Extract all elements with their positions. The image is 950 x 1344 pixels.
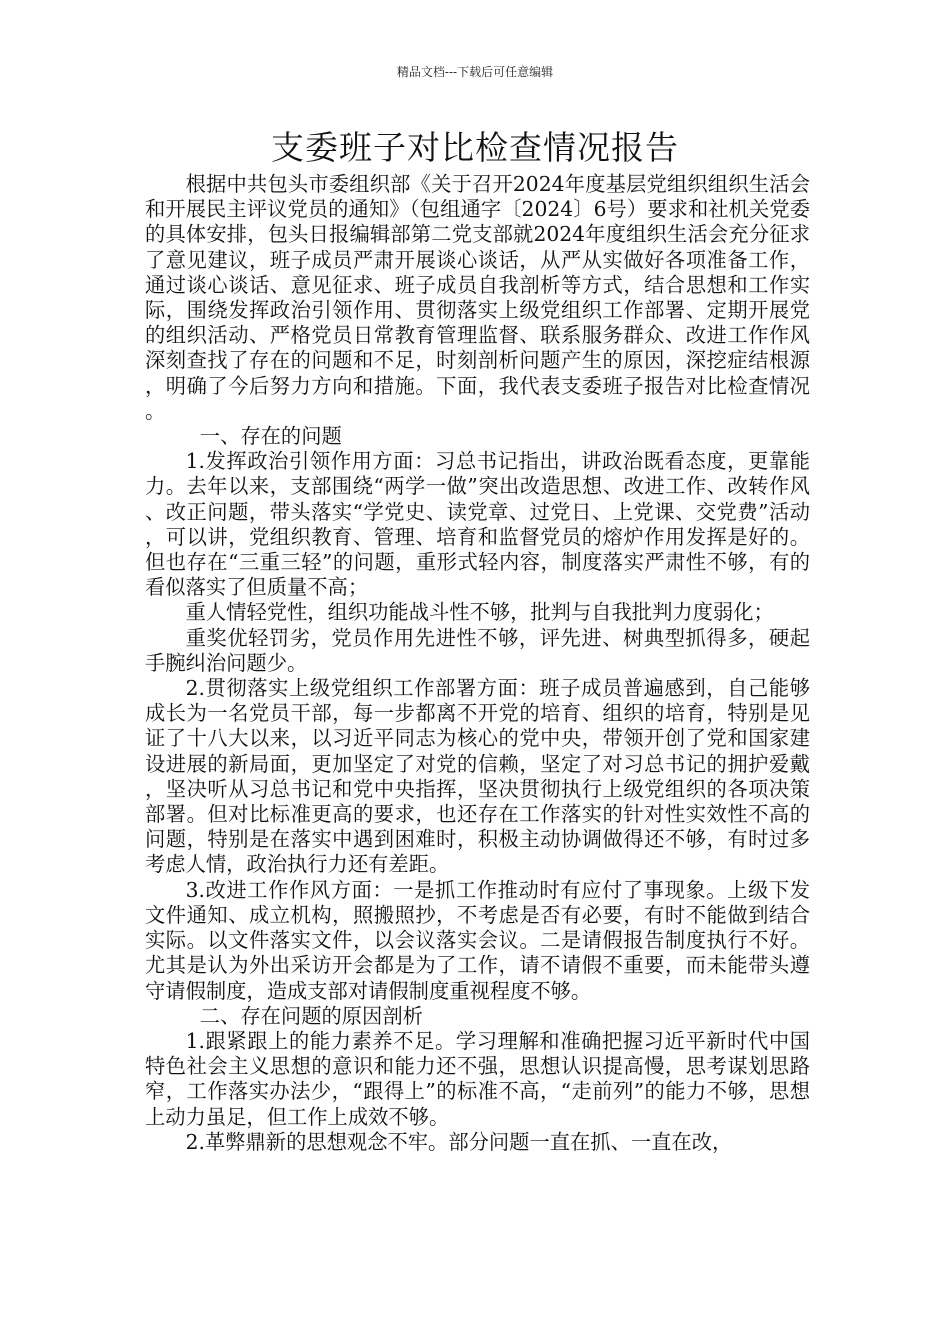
document-body [145, 172, 810, 1155]
paragraph-implementation: 2.贯彻落实上级党组织工作部署方面：班子成员普遍感到，自己能够成长为一名党员干部，每一步都离不开党的培育、组织的培育，特别是见证了十八大以来，以习近平同志为核心的党中央，带领开创了党和国家建设进展的新局面，更加坚定了对党的信赖，坚定了对习总书记的拥护爱戴，坚决听从习总书记和党中央指挥，坚决贯彻执行上级党组织的各项决策部署。但对比标准更高的要求，也还存在工作落实的针对性实效性不高的问题，特别是在落实中遇到困难时，积极主动协调做得还不够，有时过多考虑人情，政治执行力还有差距。 [145, 676, 810, 877]
paragraph-rewards: 重奖优轻罚劣，党员作用先进性不够，评先进、树典型抓得多，硬起手腕纠治问题少。 [145, 625, 810, 675]
paragraph-ability: 1.跟紧跟上的能力素养不足。学习理解和准确把握习近平新时代中国特色社会主义思想的意识和能力还不强，思想认识提高慢，思考谋划思路窄，工作落实办法少，“跟得上”的标准不高，“走前列”的能力不够，思想上动力虽足，但工作上成效不够。 [145, 1028, 810, 1129]
paragraph-work-style: 3.改进工作作风方面：一是抓工作推动时有应付了事现象。上级下发文件通知、成立机构，照搬照抄，不考虑是否有必要，有时不能做到结合实际。以文件落实文件，以会议落实会议。二是请假报告制度执行不好。尤其是认为外出采访开会都是为了工作，请不请假不重要，而未能带头遵守请假制度，造成支部对请假制度重视程度不够。 [145, 877, 810, 1003]
paragraph-political-role: 1.发挥政治引领作用方面：习总书记指出，讲政治既看态度，更靠能力。去年以来，支部围绕“两学一做”突出改造思想、改进工作、改转作风、改正问题，带头落实“学党史、读党章、过党日、上党课、交党费”活动，可以讲，党组织教育、管理、培育和监督党员的熔炉作用发挥是好的。但也存在“三重三轻”的问题，重形式轻内容，制度落实严肃性不够，有的看似落实了但质量不高； [145, 449, 810, 600]
paragraph-reform: 2.革弊鼎新的思想观念不牢。部分问题一直在抓、一直在改， [185, 1129, 733, 1154]
section-heading-causes: 二、存在问题的原因剖析 [199, 1003, 423, 1028]
paragraph-human-relations: 重人情轻党性，组织功能战斗性不够，批判与自我批判力度弱化； [185, 600, 774, 625]
section-heading-problems: 一、存在的问题 [199, 424, 342, 449]
page-header: 精品文档---下载后可任意编辑 [396, 65, 554, 79]
document-title: 支委班子对比检查情况报告 [271, 128, 679, 167]
paragraph-intro: 根据中共包头市委组织部《关于召开2024年度基层党组织组织生活会和开展民主评议党员的通知》（包组通字〔2024〕6号）要求和社机关党委的具体安排，包头日报编辑部第二党支部就2024年度组织生活会充分征求了意见建议，班子成员严肃开展谈心谈话，从严从实做好各项准备工作，通过谈心谈话、意见征求、班子成员自我剖析等方式，结合思想和工作实际，围绕发挥政治引领作用、贯彻落实上级党组织工作部署、定期开展党的组织活动、严格党员日常教育管理监督、联系服务群众、改进工作作风深刻查找了存在的问题和不足，时刻剖析问题产生的原因，深挖症结根源，明确了今后努力方向和措施。下面，我代表支委班子报告对比检查情况。 [145, 172, 810, 423]
